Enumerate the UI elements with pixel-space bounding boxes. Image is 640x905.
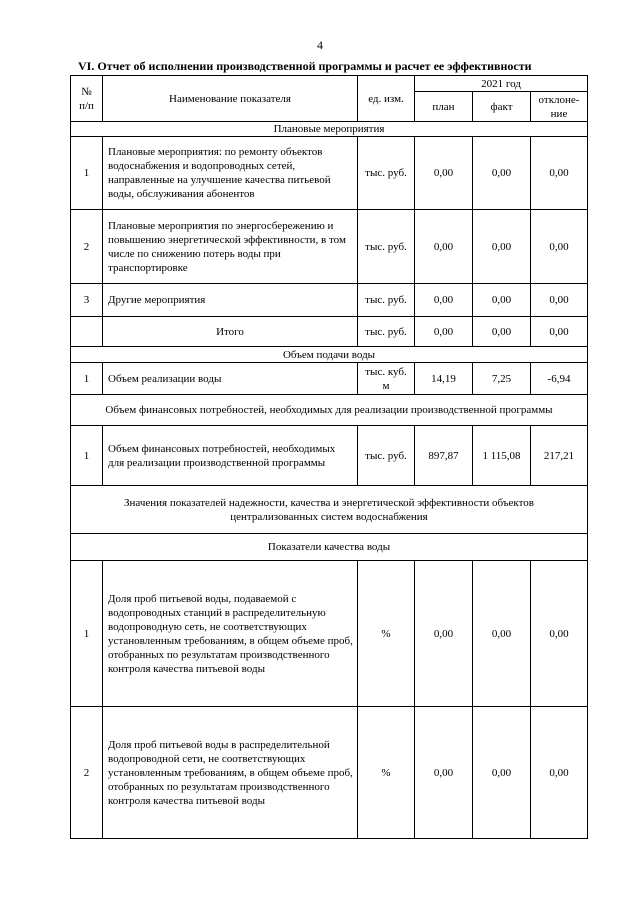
row-fact: 0,00	[473, 284, 531, 317]
row-plan: 0,00	[415, 284, 473, 317]
row-plan: 14,19	[415, 363, 473, 395]
section-row-indicators	[71, 486, 588, 534]
total-num	[71, 317, 103, 347]
row-num: 1	[71, 561, 103, 707]
header-num: № п/п	[71, 76, 103, 122]
header-unit: ед. изм.	[358, 76, 415, 122]
row-name: Плановые мероприятия по энергосбережению и повышению энергетической эффективности, в том числе по снижению потерь воды при транспортировке	[103, 210, 358, 284]
row-unit: %	[358, 561, 415, 707]
row-fact: 7,25	[473, 363, 531, 395]
row-num: 2	[71, 707, 103, 839]
row-deviation: 217,21	[531, 426, 588, 486]
table-row	[71, 363, 588, 395]
row-fact: 1 115,08	[473, 426, 531, 486]
row-unit: тыс. куб. м	[358, 363, 415, 395]
row-fact: 0,00	[473, 707, 531, 839]
row-deviation: 0,00	[531, 137, 588, 210]
section-supply: Объем подачи воды	[71, 347, 588, 363]
row-num: 2	[71, 210, 103, 284]
section-finance: Объем финансовых потребностей, необходимых для реализации производственной программы	[71, 395, 588, 426]
row-num: 1	[71, 363, 103, 395]
row-plan: 0,00	[415, 210, 473, 284]
row-unit: тыс. руб.	[358, 284, 415, 317]
table-row	[71, 137, 588, 210]
total-unit: тыс. руб.	[358, 317, 415, 347]
row-num: 1	[71, 137, 103, 210]
row-num: 3	[71, 284, 103, 317]
row-deviation: 0,00	[531, 707, 588, 839]
row-plan: 897,87	[415, 426, 473, 486]
row-name: Объем финансовых потребностей, необходимых для реализации производственной программы	[103, 426, 358, 486]
total-deviation: 0,00	[531, 317, 588, 347]
row-fact: 0,00	[473, 210, 531, 284]
row-plan: 0,00	[415, 707, 473, 839]
total-row	[71, 317, 588, 347]
header-row	[71, 76, 588, 92]
section-planned: Плановые мероприятия	[71, 122, 588, 137]
row-unit: тыс. руб.	[358, 426, 415, 486]
header-name: Наименование показателя	[103, 76, 358, 122]
section-title: VI. Отчет об исполнении производственной программы и расчет ее эффективности	[78, 59, 532, 73]
table-row	[71, 707, 588, 839]
total-fact: 0,00	[473, 317, 531, 347]
row-name: Доля проб питьевой воды, подаваемой с водопроводных станций в распределительную водопроводную сеть, не соответствующих установленным требованиям, в общем объеме проб, отобранных по результатам производственного контроля качества питьевой воды	[103, 561, 358, 707]
table-row	[71, 210, 588, 284]
row-deviation: 0,00	[531, 284, 588, 317]
row-unit: тыс. руб.	[358, 210, 415, 284]
row-name: Доля проб питьевой воды в распределительной водопроводной сети, не соответствующих установленным требованиям, в общем объеме проб, отобранных по результатам производственного контроля качества питьевой воды	[103, 707, 358, 839]
row-deviation: 0,00	[531, 210, 588, 284]
header-fact: факт	[473, 92, 531, 122]
table-row	[71, 561, 588, 707]
row-fact: 0,00	[473, 561, 531, 707]
total-plan: 0,00	[415, 317, 473, 347]
header-year: 2021 год	[415, 76, 588, 92]
section-row-quality	[71, 534, 588, 561]
section-row-planned	[71, 122, 588, 137]
header-plan: план	[415, 92, 473, 122]
section-row-finance	[71, 395, 588, 426]
section-indicators: Значения показателей надежности, качества и энергетической эффективности объектов централизованных систем водоснабжения	[71, 486, 588, 534]
section-quality: Показатели качества воды	[71, 534, 588, 561]
page-number: 4	[317, 38, 323, 52]
table-row	[71, 426, 588, 486]
row-name: Другие мероприятия	[103, 284, 358, 317]
row-unit: тыс. руб.	[358, 137, 415, 210]
report-table	[70, 75, 588, 839]
row-plan: 0,00	[415, 137, 473, 210]
row-name: Объем реализации воды	[103, 363, 358, 395]
section-row-supply	[71, 347, 588, 363]
header-deviation: отклоне- ние	[531, 92, 588, 122]
table-row	[71, 284, 588, 317]
row-plan: 0,00	[415, 561, 473, 707]
row-deviation: 0,00	[531, 561, 588, 707]
row-deviation: -6,94	[531, 363, 588, 395]
row-fact: 0,00	[473, 137, 531, 210]
row-num: 1	[71, 426, 103, 486]
total-name: Итого	[103, 317, 358, 347]
row-name: Плановые мероприятия: по ремонту объектов водоснабжения и водопроводных сетей, направленные на улучшение качества питьевой воды, обслуживания абонентов	[103, 137, 358, 210]
row-unit: %	[358, 707, 415, 839]
